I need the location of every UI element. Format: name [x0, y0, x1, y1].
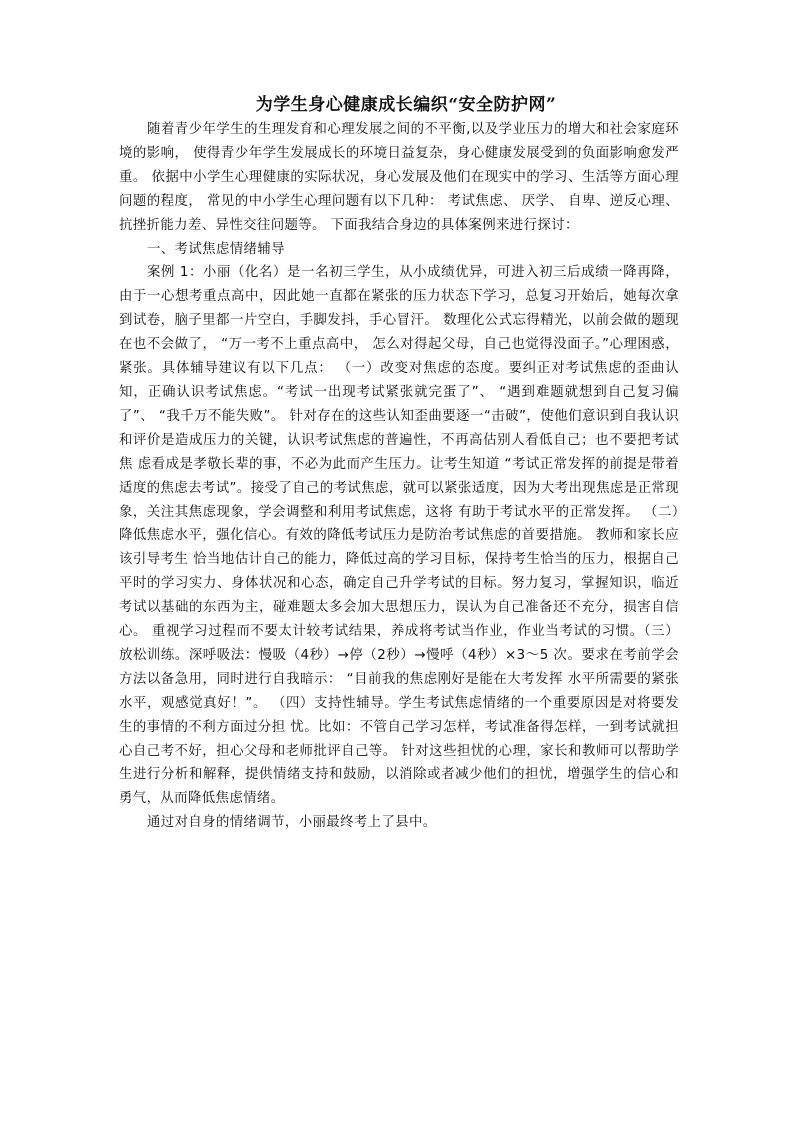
document-page [119, 92, 679, 835]
case-paragraph: 案例 1：小丽（化名）是一名初三学生，从小成绩优异，可进入初三后成绩一降再降，由于一心想考重点高中，因此她一直都在紧张的压力状态下学习，总复习开始后，她每次拿到试卷，脑子里都一片空白，手脚发抖，手心冒汗。 数理化公式忘得精光，以前会做的题现在也不会做了， “万一考不上重点高中， 怎么对得起父母，自己也觉得没面子。”心理困惑，紧张。具体辅导建议有以下几点： （一）改变对焦虑的态度。要纠正对考试焦虑的歪曲认知，正确认识考试焦虑。“考试一出现考试紧张就完蛋了”、 “遇到难题就想到自己复习偏了”、 “我千万不能失败”。 针对存在的这些认知歪曲要逐一“击破”，使他们意识到自我认识和评价是造成压力的关键，认识考试焦虑的普遍性，不再高估别人看低自己；也不要把考试焦 虑看成是孝敬长辈的事，不必为此而产生压力。让考生知道 “考试正常发挥的前提是带着适度的焦虑去考试”。接受了自己的考试焦虑，就可以紧张适度，因为大考出现焦虑是正常现象，关注其焦虑现象，学会调整和利用考试焦虑，这将 有助于考试水平的正常发挥。 （二）降低焦虑水平，强化信心。有效的降低考试压力是防治考试焦虑的首要措施。 教师和家长应该引导考生 恰当地估计自己的能力，降低过高的学习目标，保持考生恰当的压力，根据自己平时的学习实力、身体状况和心态，确定自己升学考试的目标。努力复习，掌握知识，临近考试以基础的东西为主，碰难题太多会加大思想压力，误认为自己准备还不充分，损害自信心。 重视学习过程而不要太计较考试结果，养成将考试当作业，作业当考试的习惯。（三）放松训练。深呼吸法：慢吸（4秒）→停（2秒）→慢呼（4秒）×3～5 次。要求在考前学会方法以备急用，同时进行自我暗示： “目前我的焦虑刚好是能在大考发挥 水平所需要的紧张水平，观感觉真好！”。 （四）支持性辅导。学生考试焦虑情绪的一个重要原因是对将要发生的事情的不利方面过分担 忧。比如：不管自己学习怎样，考试准备得怎样，一到考试就担心自己考不好，担心父母和老师批评自己等。 针对这些担忧的心理，家长和教师可以帮助学生进行分析和解释，提供情绪支持和鼓励，以消除或者减少他们的担忧，增强学生的信心和勇气，从而降低焦虑情绪。 [119, 265, 679, 807]
intro-paragraph: 随着青少年学生的生理发育和心理发展之间的不平衡,以及学业压力的增大和社会家庭环境的影响， 使得青少年学生发展成长的环境日益复杂，身心健康发展受到的负面影响愈发严重。 依据中小学生心理健康的实际状况，身心发展及他们在现实中的学习、生活等方面心理问题的程度， 常见的中小学生心理问题有以下几种： 考试焦虑、 厌学、 自卑、逆反心理、抗挫折能力差、异性交往问题等。 下面我结合身边的具体案例来进行探讨： [119, 122, 679, 233]
document-title: 为学生身心健康成长编织“安全防护网” [255, 95, 557, 115]
section-heading: 一、考试焦虑情绪辅导 [147, 241, 285, 257]
conclusion-paragraph: 通过对自身的情绪调节，小丽最终考上了县中。 [147, 815, 437, 831]
